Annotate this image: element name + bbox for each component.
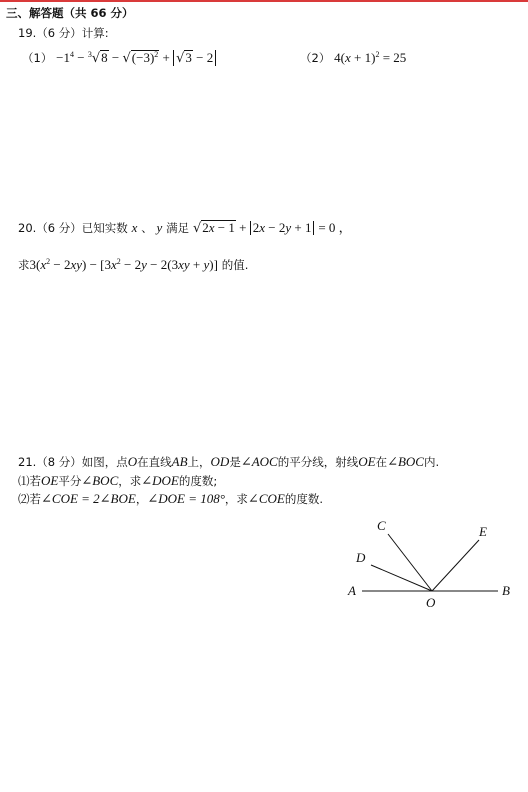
q19-part2 [300,50,406,66]
q21-text: 是 [229,455,241,469]
q20-ask-prefix: 求 [18,258,30,272]
q21-text: ，求 [224,492,248,506]
angle-figure [340,515,520,615]
q21-angle-doe: ∠DOE [141,473,179,488]
q20-header: 20.（6 分）已知实数 [18,221,128,235]
q21-sub2-label: ⑵若 [18,492,41,506]
ray-oc [388,534,432,591]
q20-eq-tail: = 0 ， [318,220,352,235]
label-c: C [377,518,386,533]
q21-sub2 [18,491,323,507]
q19-part2-label: （2） [300,51,331,65]
q19-part2-expr: $4(x + 1)^2 = 25$ [334,50,407,65]
q19-part1-expr: $-1^4 - ^3√8 - √(-3)^2 + √3 - 2$ [56,50,216,65]
q20-line1 [18,220,352,237]
q19-part1 [22,50,216,67]
label-o: O [426,595,436,610]
q21-angle-boc: ∠BOC [387,454,424,469]
label-b: B [502,583,510,598]
label-a: A [348,583,356,598]
q20-satisfy: 满足 [166,221,190,235]
q21-angle-aoc: ∠AOC [240,454,278,469]
label-d: D [356,550,366,565]
q19-part1-label: （1） [22,51,53,65]
q21-angle-boc: ∠BOC [81,473,119,488]
q20-sep: 、 [141,221,153,235]
q20-expression: $3(x^2 - 2xy) - [3x^2 - 2y - 2(3xy + y)]$ [29,257,218,272]
q20-ask-suffix: 的值. [221,258,249,272]
q20-condition: √2x − 1 + 2x − 2y + 1 [193,220,315,235]
q21-text: 平分 [58,474,82,488]
q21-text: 上， [187,455,211,469]
q21-line1 [18,454,439,470]
q21-header: 21.（8 分）如图，点 [18,455,128,469]
q20-line2 [18,257,248,273]
q21-text: ， [135,492,148,506]
q20-var-x: x [131,220,138,235]
q21-text: 在 [375,455,388,469]
q21-sub1 [18,473,217,489]
q21-text: 内. [423,455,440,469]
ray-oe [432,540,479,591]
q21-sub1-label: ⑴若 [18,474,41,488]
q21-text: 在直线 [137,455,172,469]
q21-ray-oe: OE [41,473,59,488]
q21-ray-oe: OE [358,454,376,469]
q21-condition-coe: ∠COE = 2∠BOE [41,491,136,506]
q21-condition-doe: ∠DOE = 108° [147,491,225,506]
q21-angle-coe: ∠COE [247,491,285,506]
q21-point-o: O [127,454,138,469]
header-rule [0,0,528,2]
label-e: E [479,524,487,539]
q21-ray-od: OD [210,454,230,469]
q21-text: 的度数. [284,492,323,506]
q21-text: 的度数; [178,474,218,488]
ray-od [371,565,432,591]
q21-text: ，求 [118,474,142,488]
q19-header: 19.（6 分）计算: [18,26,109,40]
q20-var-y: y [156,220,163,235]
section-title: 三、解答题（共 66 分） [6,6,134,20]
q21-line-ab: AB [171,454,188,469]
q21-text: 的平分线，射线 [277,455,359,469]
